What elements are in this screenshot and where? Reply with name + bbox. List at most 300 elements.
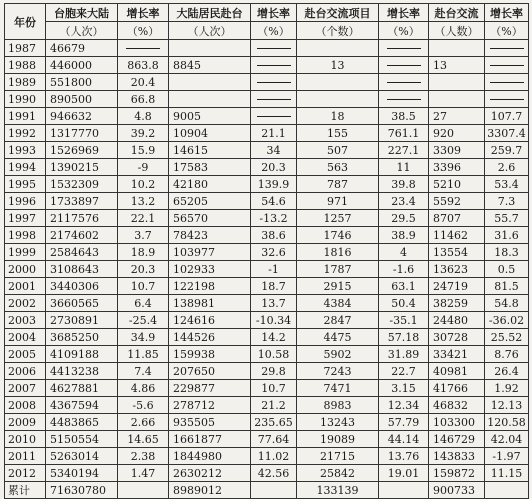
cell-taiwan-visitors: 4627881: [46, 380, 118, 397]
cell-growth-4: 1.92: [485, 380, 529, 397]
cell-growth-3: [379, 91, 429, 108]
cell-exchange-people: 11462: [429, 227, 485, 244]
cell-year: 1994: [5, 159, 46, 176]
cell-growth-3: 23.4: [379, 193, 429, 210]
cell-growth-2: 14.2: [251, 329, 297, 346]
cell-growth-2: -10.34: [251, 312, 297, 329]
cell-growth-4: 259.7: [485, 142, 529, 159]
cell-growth-4: 25.52: [485, 329, 529, 346]
cell-growth-3: 12.34: [379, 397, 429, 414]
cell-taiwan-visitors: 4109188: [46, 346, 118, 363]
cross-strait-exchange-table: [4, 3, 529, 499]
cell-growth-4: 31.6: [485, 227, 529, 244]
cell-mainland-visitors: 65205: [169, 193, 251, 210]
cell-mainland-visitors: 144526: [169, 329, 251, 346]
header-exchange-people: 赴台交流: [429, 4, 485, 22]
cell-growth-2: 21.1: [251, 125, 297, 142]
cell-growth-2: 11.02: [251, 448, 297, 465]
cell-mainland-visitors: 42180: [169, 176, 251, 193]
cell-taiwan-visitors: 1733897: [46, 193, 118, 210]
table-row: [5, 91, 529, 108]
cell-exchange-projects: 13: [297, 57, 379, 74]
cell-exchange-people: 13554: [429, 244, 485, 261]
table-row: [5, 227, 529, 244]
cell-exchange-people: 41766: [429, 380, 485, 397]
cell-growth-3: -1.6: [379, 261, 429, 278]
cell-taiwan-visitors: 3440306: [46, 278, 118, 295]
cell-taiwan-visitors: 5150554: [46, 431, 118, 448]
cell-growth-3: 31.89: [379, 346, 429, 363]
cell-year: 1988: [5, 57, 46, 74]
dash-mark: [387, 48, 421, 49]
cell-exchange-people: 13623: [429, 261, 485, 278]
cell-exchange-projects: 155: [297, 125, 379, 142]
cell-growth-4: 11.15: [485, 465, 529, 482]
cell-growth-1: 4.8: [118, 108, 169, 125]
cell-taiwan-visitors: 4413238: [46, 363, 118, 380]
cell-growth-4: 8.76: [485, 346, 529, 363]
cell-growth-3: 22.7: [379, 363, 429, 380]
cell-taiwan-visitors: 46679: [46, 40, 118, 57]
cell-growth-1: 4.86: [118, 380, 169, 397]
cell-mainland-visitors: [169, 74, 251, 91]
table-row: [5, 278, 529, 295]
cell-growth-2: [251, 40, 297, 57]
table-row: [5, 193, 529, 210]
cell-exchange-people: 24719: [429, 278, 485, 295]
unit-row: [5, 22, 529, 40]
cell-year: 2003: [5, 312, 46, 329]
cell-exchange-projects: 1746: [297, 227, 379, 244]
statistics-table-container: [4, 3, 528, 497]
cell-growth-4: 81.5: [485, 278, 529, 295]
cell-mainland-visitors: 138981: [169, 295, 251, 312]
cell-growth-1: 13.2: [118, 193, 169, 210]
cell-taiwan-visitors: 5263014: [46, 448, 118, 465]
table-row: [5, 74, 529, 91]
cell-exchange-people: 33421: [429, 346, 485, 363]
cell-growth-3: 38.9: [379, 227, 429, 244]
cell-growth-2: 54.6: [251, 193, 297, 210]
table-row: [5, 57, 529, 74]
header-growth-2: 增长率: [251, 4, 297, 22]
cell-exchange-people: 900733: [429, 482, 485, 499]
cell-year: 2002: [5, 295, 46, 312]
cell-mainland-visitors: 229877: [169, 380, 251, 397]
cell-exchange-projects: 8983: [297, 397, 379, 414]
table-row: [5, 244, 529, 261]
cell-growth-1: -9: [118, 159, 169, 176]
cell-taiwan-visitors: 1390215: [46, 159, 118, 176]
cell-growth-3: 44.14: [379, 431, 429, 448]
unit-growth-1: （%）: [118, 22, 169, 40]
cell-growth-2: [251, 57, 297, 74]
cell-growth-4: 42.04: [485, 431, 529, 448]
cell-growth-1: 863.8: [118, 57, 169, 74]
dash-mark: [257, 65, 291, 66]
cell-growth-4: -1.97: [485, 448, 529, 465]
cell-exchange-people: 46832: [429, 397, 485, 414]
cell-growth-2: [251, 482, 297, 499]
cell-taiwan-visitors: 71630780: [46, 482, 118, 499]
header-row: [5, 4, 529, 22]
cell-exchange-projects: 2847: [297, 312, 379, 329]
cell-growth-2: 77.64: [251, 431, 297, 448]
dash-mark: [490, 48, 524, 49]
cell-exchange-projects: 1257: [297, 210, 379, 227]
table-row: [5, 465, 529, 482]
cell-growth-4: 12.13: [485, 397, 529, 414]
cell-growth-2: 20.3: [251, 159, 297, 176]
cell-growth-2: 235.65: [251, 414, 297, 431]
dash-mark: [126, 48, 160, 49]
cell-mainland-visitors: 207650: [169, 363, 251, 380]
cell-year: 2000: [5, 261, 46, 278]
cell-taiwan-visitors: 446000: [46, 57, 118, 74]
cell-growth-3: [379, 40, 429, 57]
cell-growth-4: 53.4: [485, 176, 529, 193]
cell-growth-4: 26.4: [485, 363, 529, 380]
cell-mainland-visitors: 10904: [169, 125, 251, 142]
header-growth-4: 增长率: [485, 4, 529, 22]
cell-taiwan-visitors: 946632: [46, 108, 118, 125]
cell-growth-3: 38.5: [379, 108, 429, 125]
cell-mainland-visitors: 159938: [169, 346, 251, 363]
cell-growth-4: [485, 74, 529, 91]
cell-exchange-people: 5210: [429, 176, 485, 193]
cell-mainland-visitors: [169, 91, 251, 108]
table-row: [5, 125, 529, 142]
table-row: [5, 108, 529, 125]
table-row: [5, 431, 529, 448]
table-row: [5, 210, 529, 227]
cell-growth-1: 6.4: [118, 295, 169, 312]
cell-exchange-people: 8707: [429, 210, 485, 227]
header-growth-1: 增长率: [118, 4, 169, 22]
cell-mainland-visitors: 124616: [169, 312, 251, 329]
cell-year: 1992: [5, 125, 46, 142]
cell-mainland-visitors: 2630212: [169, 465, 251, 482]
cell-exchange-projects: 2915: [297, 278, 379, 295]
cell-growth-4: 7.3: [485, 193, 529, 210]
cell-growth-3: 57.79: [379, 414, 429, 431]
cell-exchange-projects: 563: [297, 159, 379, 176]
cell-exchange-projects: 18: [297, 108, 379, 125]
cell-year: 2006: [5, 363, 46, 380]
cell-year: 1998: [5, 227, 46, 244]
table-row: [5, 363, 529, 380]
cell-taiwan-visitors: 1532309: [46, 176, 118, 193]
cell-taiwan-visitors: 1317770: [46, 125, 118, 142]
cell-year: 1995: [5, 176, 46, 193]
cell-growth-1: 20.3: [118, 261, 169, 278]
cell-mainland-visitors: 935505: [169, 414, 251, 431]
cell-growth-1: 18.9: [118, 244, 169, 261]
cell-growth-2: 32.6: [251, 244, 297, 261]
cell-growth-4: [485, 482, 529, 499]
cell-growth-3: [379, 482, 429, 499]
dash-mark: [387, 82, 421, 83]
cell-exchange-projects: 507: [297, 142, 379, 159]
cell-growth-4: 107.7: [485, 108, 529, 125]
cell-growth-1: 14.65: [118, 431, 169, 448]
header-year: 年份: [5, 4, 46, 40]
cell-growth-2: 10.58: [251, 346, 297, 363]
cell-year: 1993: [5, 142, 46, 159]
cell-growth-2: 10.7: [251, 380, 297, 397]
cell-mainland-visitors: 1661877: [169, 431, 251, 448]
cell-taiwan-visitors: 5340194: [46, 465, 118, 482]
cell-year: 2012: [5, 465, 46, 482]
cell-year: 1996: [5, 193, 46, 210]
cell-growth-2: 13.7: [251, 295, 297, 312]
cell-exchange-projects: 25842: [297, 465, 379, 482]
cell-year: 1990: [5, 91, 46, 108]
dash-mark: [257, 99, 291, 100]
cell-growth-1: 39.2: [118, 125, 169, 142]
cell-mainland-visitors: 14615: [169, 142, 251, 159]
cell-exchange-people: 24480: [429, 312, 485, 329]
cell-taiwan-visitors: 2730891: [46, 312, 118, 329]
cell-exchange-projects: 1787: [297, 261, 379, 278]
cell-growth-4: 18.3: [485, 244, 529, 261]
cell-exchange-projects: 787: [297, 176, 379, 193]
cell-mainland-visitors: 17583: [169, 159, 251, 176]
cell-exchange-people: 5592: [429, 193, 485, 210]
cell-growth-4: 120.58: [485, 414, 529, 431]
cell-growth-4: 2.6: [485, 159, 529, 176]
cell-taiwan-visitors: 551800: [46, 74, 118, 91]
header-taiwan-visitors: 台胞来大陆: [46, 4, 118, 22]
cell-growth-2: 18.7: [251, 278, 297, 295]
cell-taiwan-visitors: 1526969: [46, 142, 118, 159]
cell-growth-1: 20.4: [118, 74, 169, 91]
cell-year: 2010: [5, 431, 46, 448]
cell-growth-1: 10.2: [118, 176, 169, 193]
cell-growth-3: 50.4: [379, 295, 429, 312]
table-row: [5, 397, 529, 414]
cell-year: 1999: [5, 244, 46, 261]
cell-growth-3: 57.18: [379, 329, 429, 346]
cell-exchange-people: 27: [429, 108, 485, 125]
cell-growth-3: -35.1: [379, 312, 429, 329]
cell-growth-3: 11: [379, 159, 429, 176]
cell-growth-4: 0.5: [485, 261, 529, 278]
cell-growth-1: 11.85: [118, 346, 169, 363]
unit-growth-2: （%）: [251, 22, 297, 40]
cell-growth-4: 3307.4: [485, 125, 529, 142]
cell-growth-2: 42.56: [251, 465, 297, 482]
cell-growth-3: 19.01: [379, 465, 429, 482]
cell-growth-3: 29.5: [379, 210, 429, 227]
cell-exchange-people: [429, 91, 485, 108]
table-row: [5, 176, 529, 193]
cell-exchange-people: 30728: [429, 329, 485, 346]
cell-mainland-visitors: 78423: [169, 227, 251, 244]
cell-growth-2: 29.8: [251, 363, 297, 380]
cell-taiwan-visitors: 4367594: [46, 397, 118, 414]
dash-mark: [490, 82, 524, 83]
cell-growth-2: 34: [251, 142, 297, 159]
cell-exchange-projects: 5902: [297, 346, 379, 363]
unit-growth-4: （%）: [485, 22, 529, 40]
cell-exchange-projects: 19089: [297, 431, 379, 448]
dash-mark: [490, 99, 524, 100]
unit-mainland-visitors: （人次）: [169, 22, 251, 40]
cell-growth-1: 2.38: [118, 448, 169, 465]
dash-mark: [387, 99, 421, 100]
header-exchange-projects: 赴台交流项目: [297, 4, 379, 22]
table-body: [5, 40, 529, 499]
cell-growth-3: [379, 57, 429, 74]
cell-growth-1: -5.6: [118, 397, 169, 414]
cell-mainland-visitors: 278712: [169, 397, 251, 414]
cell-exchange-projects: 971: [297, 193, 379, 210]
cell-growth-3: 227.1: [379, 142, 429, 159]
cell-exchange-projects: 21715: [297, 448, 379, 465]
cell-exchange-people: 3396: [429, 159, 485, 176]
cell-growth-1: 2.66: [118, 414, 169, 431]
cell-growth-2: 21.2: [251, 397, 297, 414]
cell-year: 1989: [5, 74, 46, 91]
cell-growth-1: 66.8: [118, 91, 169, 108]
unit-taiwan-visitors: （人次）: [46, 22, 118, 40]
cell-exchange-projects: [297, 91, 379, 108]
table-row: [5, 40, 529, 57]
cell-growth-4: -36.02: [485, 312, 529, 329]
cell-exchange-projects: [297, 74, 379, 91]
cell-growth-2: 139.9: [251, 176, 297, 193]
dash-mark: [257, 82, 291, 83]
header-growth-3: 增长率: [379, 4, 429, 22]
cell-growth-4: [485, 91, 529, 108]
cell-growth-2: -1: [251, 261, 297, 278]
cell-growth-2: [251, 91, 297, 108]
cell-growth-3: [379, 74, 429, 91]
cell-mainland-visitors: [169, 40, 251, 57]
cell-exchange-projects: 4384: [297, 295, 379, 312]
cell-taiwan-visitors: 3685250: [46, 329, 118, 346]
cell-mainland-visitors: 8989012: [169, 482, 251, 499]
cell-exchange-people: [429, 40, 485, 57]
cell-exchange-people: 159872: [429, 465, 485, 482]
cell-exchange-projects: 4475: [297, 329, 379, 346]
cell-growth-3: 63.1: [379, 278, 429, 295]
cell-growth-4: 54.8: [485, 295, 529, 312]
table-row: [5, 346, 529, 363]
cell-mainland-visitors: 122198: [169, 278, 251, 295]
cell-taiwan-visitors: 890500: [46, 91, 118, 108]
table-row: [5, 295, 529, 312]
cell-growth-2: 38.6: [251, 227, 297, 244]
cell-growth-2: -13.2: [251, 210, 297, 227]
unit-growth-3: （%）: [379, 22, 429, 40]
table-row: [5, 159, 529, 176]
cell-exchange-projects: 7243: [297, 363, 379, 380]
table-row: [5, 448, 529, 465]
cell-growth-3: 3.15: [379, 380, 429, 397]
table-row: [5, 329, 529, 346]
cell-growth-3: 761.1: [379, 125, 429, 142]
table-row: [5, 142, 529, 159]
cell-year: 2011: [5, 448, 46, 465]
cell-exchange-people: 13: [429, 57, 485, 74]
cell-growth-1: [118, 482, 169, 499]
cell-year: 2004: [5, 329, 46, 346]
cell-growth-4: 55.7: [485, 210, 529, 227]
cell-exchange-people: 143833: [429, 448, 485, 465]
cell-year: 2001: [5, 278, 46, 295]
cell-growth-1: 7.4: [118, 363, 169, 380]
cell-year: 累计: [5, 482, 46, 499]
cell-exchange-projects: 13243: [297, 414, 379, 431]
table-row: [5, 312, 529, 329]
cell-growth-3: 4: [379, 244, 429, 261]
cell-taiwan-visitors: 2117576: [46, 210, 118, 227]
cell-mainland-visitors: 56570: [169, 210, 251, 227]
cell-growth-4: [485, 40, 529, 57]
cell-year: 2005: [5, 346, 46, 363]
dash-mark: [387, 65, 421, 66]
cell-exchange-projects: 7471: [297, 380, 379, 397]
cell-taiwan-visitors: 2584643: [46, 244, 118, 261]
dash-mark: [490, 65, 524, 66]
cell-growth-2: [251, 74, 297, 91]
cell-growth-1: [118, 40, 169, 57]
dash-mark: [257, 116, 291, 117]
unit-exchange-people: （人数）: [429, 22, 485, 40]
cell-exchange-people: 38259: [429, 295, 485, 312]
cell-mainland-visitors: 103977: [169, 244, 251, 261]
cell-growth-1: 34.9: [118, 329, 169, 346]
cell-growth-3: 13.76: [379, 448, 429, 465]
cell-exchange-people: 103300: [429, 414, 485, 431]
cell-year: 1991: [5, 108, 46, 125]
table-row: [5, 261, 529, 278]
total-row: [5, 482, 529, 499]
cell-growth-4: [485, 57, 529, 74]
cell-growth-1: 22.1: [118, 210, 169, 227]
cell-growth-1: 3.7: [118, 227, 169, 244]
cell-year: 2007: [5, 380, 46, 397]
unit-exchange-projects: （个数）: [297, 22, 379, 40]
cell-growth-1: 10.7: [118, 278, 169, 295]
cell-growth-1: 15.9: [118, 142, 169, 159]
cell-exchange-projects: [297, 40, 379, 57]
header-mainland-visitors: 大陆居民赴台: [169, 4, 251, 22]
dash-mark: [257, 48, 291, 49]
cell-taiwan-visitors: 4483865: [46, 414, 118, 431]
cell-year: 1987: [5, 40, 46, 57]
cell-mainland-visitors: 1844980: [169, 448, 251, 465]
cell-year: 2008: [5, 397, 46, 414]
cell-growth-3: 39.8: [379, 176, 429, 193]
cell-taiwan-visitors: 3108643: [46, 261, 118, 278]
table-row: [5, 380, 529, 397]
cell-growth-1: 1.47: [118, 465, 169, 482]
cell-year: 2009: [5, 414, 46, 431]
cell-growth-2: [251, 108, 297, 125]
cell-exchange-people: [429, 74, 485, 91]
cell-exchange-people: 3309: [429, 142, 485, 159]
cell-exchange-projects: 1816: [297, 244, 379, 261]
cell-growth-1: -25.4: [118, 312, 169, 329]
cell-exchange-projects: 133139: [297, 482, 379, 499]
cell-mainland-visitors: 8845: [169, 57, 251, 74]
table-row: [5, 414, 529, 431]
cell-mainland-visitors: 9005: [169, 108, 251, 125]
cell-year: 1997: [5, 210, 46, 227]
